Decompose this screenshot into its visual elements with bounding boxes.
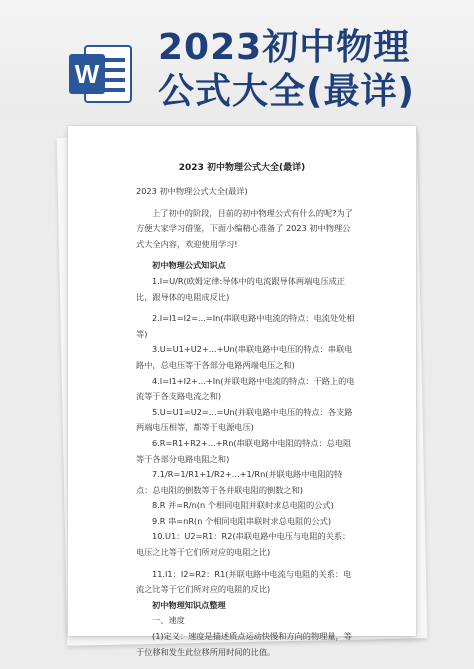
formula-item: 2.I=I1=I2=...=In(串联电路中电流的特点：电流处处相等): [136, 313, 355, 339]
paragraph-subtitle: 2023 初中物理公式大全(最详): [136, 186, 248, 196]
page-title: [158, 26, 458, 114]
subsection-heading-speed: 一、速度: [152, 615, 185, 626]
formula-item: 9.R 串=nR(n 个相同电阻串联时求总电阻的公式): [152, 515, 332, 526]
formula-item: 4.I=I1+I2+...+In(并联电路中电流的特点：干路上的电流等于各支路电流之和): [136, 375, 355, 402]
formula-item: 8.R 并=R/n(n 个相同电阻并联时求总电阻的公式): [152, 500, 334, 511]
formula-item: 11.I1：I2=R2：R1(并联电路中电流与电阻的关系：电流之比等于它们所对应的电阻的反比): [136, 568, 352, 595]
word-document-icon: [65, 38, 135, 108]
formula-item: 10.U1：U2=R1：R2(串联电路中电压与电阻的关系：电压之比等于它们所对应的电阻之比): [136, 531, 351, 558]
document-body: [136, 184, 358, 660]
section-heading-formulas: 初中物理公式知识点: [152, 260, 226, 271]
formula-item: 7.1/R=1/R1+1/R2+...+1/Rn(并联电路中电阻的特点：总电阻的倒数等于各并联电阻的倒数之和): [136, 469, 343, 495]
header-banner: [0, 0, 474, 120]
formula-item: 5.U=U1=U2=...=Un(并联电路中电压的特点：各支路两端电压相等，都等于电源电压): [136, 406, 353, 433]
title-line-2: 公式大全(最详): [158, 71, 415, 112]
section-heading-knowledge: 初中物理知识点整理: [152, 599, 226, 610]
word-logo-letter: W: [74, 59, 100, 89]
title-line-1: 2023初中物理: [158, 27, 411, 68]
formula-item: 1.I=U/R(欧姆定律:导体中的电流跟导体两端电压成正比，跟导体的电阻成反比): [136, 275, 346, 302]
formula-item: 3.U=U1+U2+...+Un(串联电路中电压的特点：串联电路中，总电压等于各部分电路两端电压之和): [136, 344, 353, 370]
definition-paragraph: (1)定义：速度是描述质点运动快慢和方向的物理量，等于位移和发生此位移所用时间的比值。: [136, 631, 352, 657]
paragraph-intro: 上了初中的阶段，目前的初中物理公式有什么的呢?为了方便大家学习借鉴，下面小编精心准备了 2023 初中物理公式大全内容，欢迎使用学习!: [136, 207, 353, 249]
formula-item: 6.R=R1+R2+...+Rn(串联电路中电阻的特点：总电阻等于各部分电路电阻之和): [136, 437, 352, 464]
document-page: [68, 126, 416, 657]
document-title: 2023 初中物理公式大全(最详): [178, 163, 306, 173]
